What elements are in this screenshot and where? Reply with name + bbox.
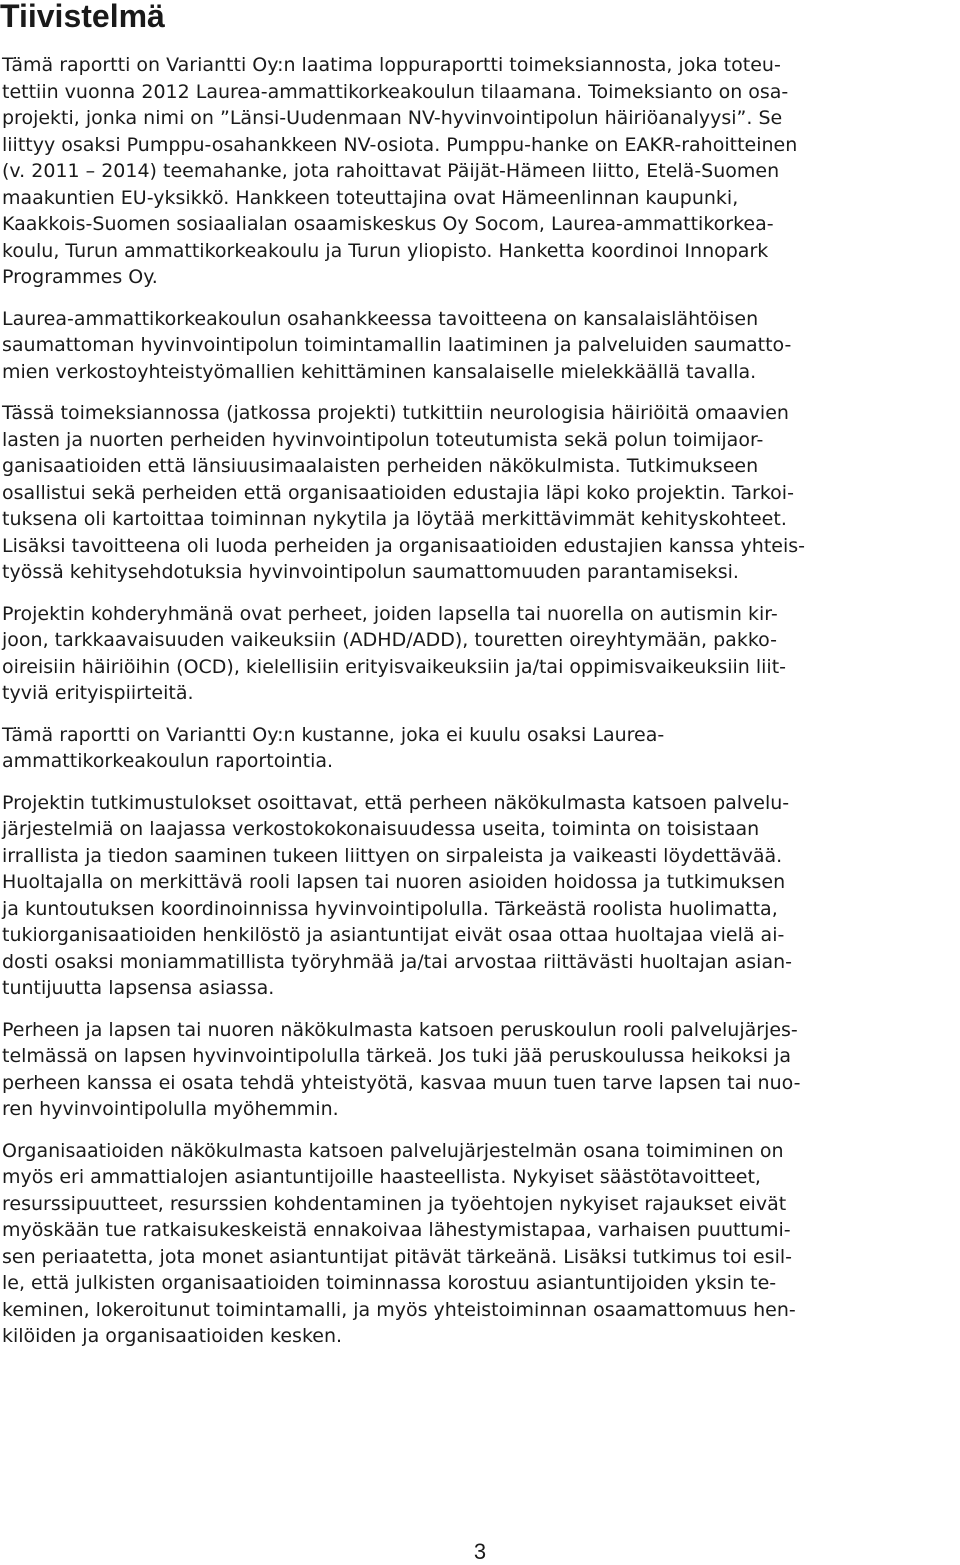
paragraph-line: joon, tarkkaavaisuuden vaikeuksiin (ADHD/ADD), touretten oireyhtymään, pakko- [2, 629, 777, 651]
paragraph-line: perheen kanssa ei osata tehdä yhteistyötä, kasvaa muun tuen tarve lapsen tai nuo- [2, 1071, 801, 1094]
paragraph-line: keminen, lokeroitunut toimintamalli, ja myös yhteistoiminnan osaamattomuus hen- [2, 1298, 796, 1321]
paragraph-line: tyviä erityispiirteitä. [2, 682, 194, 704]
paragraph-line: (v. 2011 – 2014) teemahanke, jota rahoittavat Päijät-Hämeen liitto, Etelä-Suomen [2, 160, 780, 182]
paragraph-line: liittyy osaksi Pumppu-osahankkeen NV-osiota. Pumppu-hanke on EAKR-rahoitteinen [2, 133, 798, 156]
paragraph-line: myöskään tue ratkaisukeskeistä ennakoivaa lähestymistapaa, varhaisen puuttumi- [2, 1219, 791, 1241]
body-paragraph [2, 306, 950, 386]
paragraph-line: Kaakkois-Suomen sosiaalialan osaamiskeskus Oy Socom, Laurea-ammattikorkea- [2, 213, 774, 235]
paragraph-line: Projektin tutkimustulokset osoittavat, että perheen näkökulmasta katsoen palvelu- [2, 791, 790, 814]
paragraph-line: kilöiden ja organisaatioiden kesken. [2, 1325, 343, 1347]
paragraph-line: työssä kehitysehdotuksia hyvinvointipolun saumattomuuden parantamiseksi. [2, 561, 739, 583]
body-paragraph [2, 1138, 950, 1350]
paragraph-line: irrallista ja tiedon saaminen tukeen liittyen on sirpaleista ja vaikeasti löydettävää. [2, 844, 783, 867]
body-paragraph [2, 1017, 950, 1123]
paragraph-line: ren hyvinvointipolulla myöhemmin. [2, 1098, 339, 1120]
paragraph-line: Perheen ja lapsen tai nuoren näkökulmasta katsoen peruskoulun rooli palvelujärjes- [2, 1018, 798, 1041]
paragraph-line: tuntijuutta lapsensa asiassa. [2, 977, 275, 999]
paragraph-line: sen periaatetta, jota monet asiantuntijat pitävät tärkeänä. Lisäksi tutkimus toi esil- [2, 1245, 792, 1268]
page-title: Tiivistelmä [0, 0, 165, 34]
paragraph-line: koulu, Turun ammattikorkeakoulu ja Turun yliopisto. Hanketta koordinoi Innopark [2, 239, 769, 262]
paragraph-line: Lisäksi tavoitteena oli luoda perheiden ja organisaatioiden edustajien kanssa yhteis- [2, 534, 805, 557]
paragraph-line: järjestelmiä on laajassa verkostokokonaisuudessa useita, toiminta on toisistaan [2, 818, 760, 840]
paragraph-line: Laurea-ammattikorkeakoulun osahankkeessa tavoitteena on kansalaislähtöisen [2, 307, 759, 330]
page-number: 3 [473, 1539, 487, 1564]
paragraph-line: Huoltajalla on merkittävä rooli lapsen tai nuoren asioiden hoidossa ja tutkimuksen [2, 871, 786, 893]
body-paragraph [2, 790, 950, 1002]
paragraph-line: ja kuntoutuksen koordinoinnissa hyvinvointipolulla. Tärkeästä roolista huolimatta, [2, 897, 778, 920]
paragraph-line: tettiin vuonna 2012 Laurea-ammattikorkeakoulun tilaamana. Toimeksianto on osa- [2, 80, 789, 103]
body-paragraph [2, 400, 950, 586]
paragraph-line: Programmes Oy. [2, 266, 158, 288]
paragraph-line: tukiorganisaatioiden henkilöstö ja asiantuntijat eivät osaa ottaa huoltajaa vielä ai- [2, 924, 785, 946]
paragraph-line: projekti, jonka nimi on ”Länsi-Uudenmaan NV-hyvinvointipolun häiriöanalyysi”. Se [2, 107, 783, 129]
paragraph-line: ganisaatioiden että länsiuusimaalaisten perheiden näkökulmista. Tutkimukseen [2, 455, 759, 477]
paragraph-line: Tämä raportti on Variantti Oy:n laatima loppuraportti toimeksiannosta, joka toteu- [2, 54, 781, 76]
paragraph-line: osallistui sekä perheiden että organisaatioiden edustajia läpi koko projektin. Tarkoi- [2, 481, 794, 504]
paragraph-line: maakuntien EU-yksikkö. Hankkeen toteuttajina ovat Hämeenlinnan kaupunki, [2, 186, 739, 209]
paragraph-line: myös eri ammattialojen asiantuntijoille haasteellista. Nykyiset säästötavoitteet, [2, 1166, 761, 1188]
paragraph-line: le, että julkisten organisaatioiden toiminnassa korostuu asiantuntijoiden yksin te- [2, 1272, 777, 1294]
paragraph-line: ammattikorkeakoulun raportointia. [2, 750, 334, 772]
paragraph-line: Tämä raportti on Variantti Oy:n kustanne, joka ei kuulu osaksi Laurea- [2, 723, 665, 746]
paragraph-line: Organisaatioiden näkökulmasta katsoen palvelujärjestelmän osana toimiminen on [2, 1139, 784, 1162]
paragraph-line: tuksena oli kartoittaa toiminnan nykytila ja löytää merkittävimmät kehityskohteet. [2, 508, 787, 530]
paragraph-line: lasten ja nuorten perheiden hyvinvointipolun toteutumista sekä polun toimijaor- [2, 428, 764, 451]
body-paragraph [2, 722, 950, 775]
body-paragraph [2, 601, 950, 707]
paragraph-line: telmässä on lapsen hyvinvointipolulla tärkeä. Jos tuki jää peruskoulussa heikoksi ja [2, 1045, 792, 1067]
body-paragraph [2, 52, 950, 291]
paragraph-line: Tässä toimeksiannossa (jatkossa projekti) tutkittiin neurologisia häiriöitä omaavien [2, 402, 789, 424]
paragraph-line: dosti osaksi moniammatillista työryhmää ja/tai arvostaa riittävästi huoltajan asian- [2, 950, 792, 973]
paragraph-line: oireisiin häiriöihin (OCD), kielellisiin erityisvaikeuksiin ja/tai oppimisvaikeuksiin liit- [2, 655, 787, 678]
paragraph-line: Projektin kohderyhmänä ovat perheet, joiden lapsella tai nuorella on autismin kir- [2, 602, 778, 625]
paragraph-line: mien verkostoyhteistyömallien kehittäminen kansalaiselle mielekkäällä tavalla. [2, 360, 757, 383]
document-body [2, 52, 950, 1365]
paragraph-line: resurssipuutteet, resurssien kohdentaminen ja työehtojen nykyiset rajaukset eivät [2, 1192, 787, 1215]
paragraph-line: saumattoman hyvinvointipolun toimintamallin laatiminen ja palveluiden saumatto- [2, 334, 792, 356]
